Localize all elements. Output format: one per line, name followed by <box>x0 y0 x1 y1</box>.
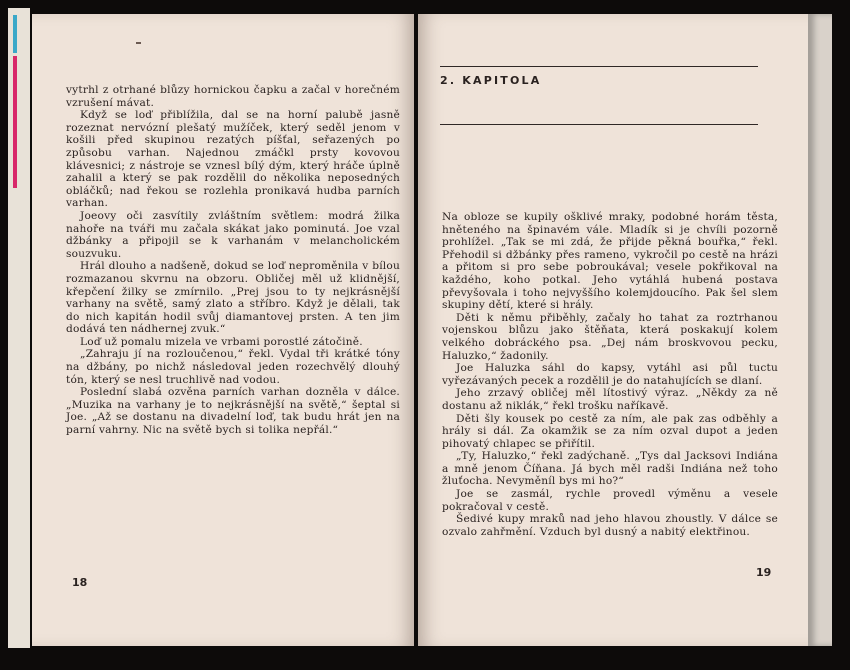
paragraph: Hrál dlouho a nadšeně, dokud se loď neproměnila v bílou rozmazanou skvrnu na obzoru. Obličej měl už klidnější, křepčení žilky se zmírnilo. „Prej jsou to ty nejkrásnější varhany na světě, samý zlato a stříbro. Když je dělali, tak do nich kapitán hodil svůj diamantovej prsten. A ten jim dodává ten nádhernej zvuk.“ <box>66 260 400 336</box>
left-page <box>32 14 414 646</box>
book-right-edge <box>808 14 832 646</box>
paragraph: Joe Haluzka sáhl do kapsy, vytáhl asi půl tuctu vyřezávaných pecek a rozdělil je do natahujících se dlaní. <box>442 362 778 387</box>
book-left-edge <box>8 8 30 648</box>
paragraph: Když se loď přiblížila, dal se na horní palubě jasně rozeznat nervózní plešatý mužíček, který seděl jenom v košili před skupinou rezatých píšťal, seřazených po způsobu varhan. Najednou zmáčkl prsty kovovou klávesnici; z nástroje se vznesl bílý dým, který hráče úplně zahalil a který se pak rozdělil do několika neposedných obláčků; nad řekou se rozlehla pronikavá hudba parních varhan. <box>66 109 400 210</box>
paragraph: Joeovy oči zasvítily zvláštním světlem: modrá žilka nahoře na tváři mu začala skákat jako pominutá. Joe vzal džbánky a připojil se k varhanám v melancholickém souzvuku. <box>66 209 400 260</box>
paragraph: Šedivé kupy mraků nad jeho hlavou zhoustly. V dálce se ozvalo zahřmění. Vzduch byl dusný a nabitý elektřinou. <box>442 513 778 538</box>
left-page-text <box>66 84 400 437</box>
paragraph: Loď už pomalu mizela ve vrbami porostlé zátočině. <box>80 335 363 348</box>
paragraph: „Zahraju jí na rozloučenou,“ řekl. Vydal tři krátké tóny na džbány, po nichž následoval jeden rozechvělý dlouhý tón, který se nesl truchlivě nad vodou. <box>66 348 400 386</box>
paragraph: Poslední slabá ozvěna parních varhan dozněla v dálce. „Muzika na varhany je to nejkrásnější na světě,“ šeptal si Joe. „Až se dostanu na divadelní loď, tak budu hrát jen na parní vahrny. Nic na světě bych si tolika nepřál.“ <box>66 386 400 437</box>
paragraph: Jeho zrzavý obličej měl lítostivý výraz. „Někdy za ně dostanu až niklák,“ řekl trošku naříkavě. <box>442 387 778 412</box>
paragraph: vytrhl z otrhané blůzy hornickou čapku a začal v horečném vzrušení mávat. <box>66 84 400 109</box>
cover-color-mark <box>13 15 17 53</box>
paragraph: Joe se zasmál, rychle provedl výměnu a vesele pokračoval v cestě. <box>442 488 778 513</box>
right-page <box>418 14 810 646</box>
chapter-rule <box>440 124 758 125</box>
page-number: 18 <box>72 576 88 589</box>
right-page-text <box>442 211 778 538</box>
paragraph: Na obloze se kupily ošklivé mraky, podobné horám těsta, hněteného na špinavém vále. Mladík si je chvíli pozorně prohlížel. „Tak se mi zdá, že přijde pěkná bouřka,“ řekl. Přehodil si džbánky přes rameno, vykročil po cestě na hrázi a přitom si pro sebe pobroukával; vesele pokřikoval na každého, koho potkal. Jeho vytáhlá hubená postava převyšovala i toho nejvyššího kolemjdoucího. Pak šel slem skupiny dětí, které si hrály. <box>442 211 778 312</box>
print-mark <box>136 42 141 44</box>
chapter-title: 2. KAPITOLA <box>440 74 542 87</box>
paragraph: „Ty, Haluzko,“ řekl zadýchaně. „Tys dal Jacksovi Indiána a mně jenom Číňana. Já bych měl radši Indiána než toho žluťocha. Nevyměníl bys mi ho?“ <box>442 450 778 488</box>
paragraph: Děti šly kousek po cestě za ním, ale pak zas odběhly a hrály si dál. Za okamžik se za ním ozval dupot a jeden pihovatý chlapec se přiřítil. <box>442 412 778 450</box>
cover-color-mark <box>13 56 17 188</box>
chapter-rule <box>440 66 758 67</box>
paragraph: Děti k němu přiběhly, začaly ho tahat za roztrhanou vojenskou blůzu jako štěňata, která poskakují kolem velkého dobráckého psa. „Dej nám broskvovou pecku, Haluzko,“ žadonily. <box>442 311 778 362</box>
page-number: 19 <box>756 566 772 579</box>
